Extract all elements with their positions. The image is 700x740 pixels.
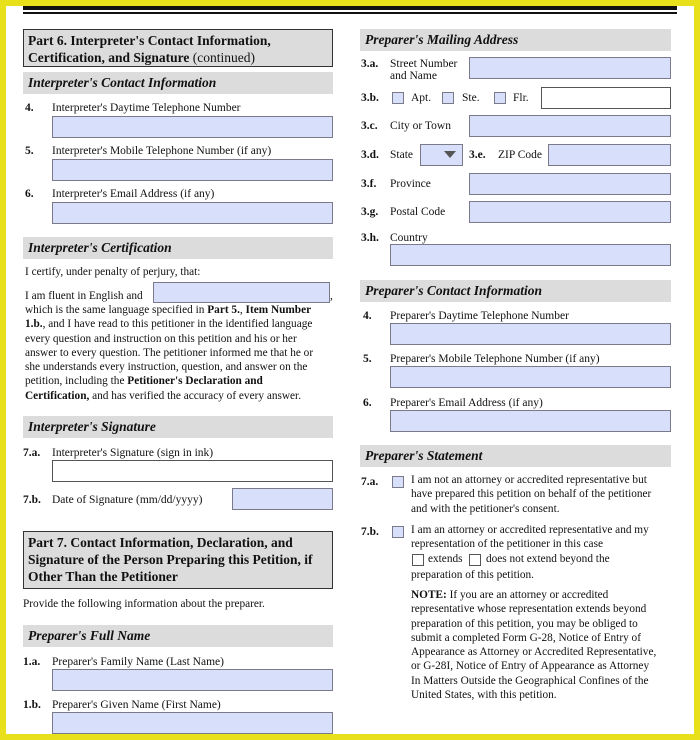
item-number: 3.b.	[361, 92, 379, 104]
interpreter-certification-heading: Interpreter's Certification	[23, 237, 333, 259]
part7-heading: Part 7. Contact Information, Declaration, and Signature of the Person Preparing this Petition, if Other Than the Petitioner	[23, 531, 333, 589]
item-number: 3.g.	[361, 206, 379, 218]
zip-label: ZIP Code	[498, 149, 542, 161]
apt-label: Apt.	[411, 92, 432, 104]
preparer-family-name-label: Preparer's Family Name (Last Name)	[52, 656, 224, 668]
preparer-email-input[interactable]	[390, 410, 671, 432]
item-number: 3.a.	[361, 58, 379, 70]
province-label: Province	[390, 178, 431, 190]
part6-continued: (continued)	[189, 50, 255, 65]
extends-label: extends	[428, 553, 463, 565]
attorney-text-last: preparation of this petition.	[411, 569, 534, 581]
interpreter-mobile-phone-label: Interpreter's Mobile Telephone Number (if any)	[52, 145, 272, 157]
item-number: 3.h.	[361, 232, 379, 244]
item-number: 7.a.	[23, 447, 41, 459]
certification-paragraph: which is the same language specified in Part 5., Item Number 1.b., and I have read to this petitioner in the identified language every question and instruction on this petition and his or her answer to every question. The petitioner informed me that he or she understands every instruction, question, and answer on the petition, including the Petitioner's Declaration and Certification, and has verified the accuracy of every answer.	[25, 304, 314, 402]
interpreter-mobile-phone-input[interactable]	[52, 159, 333, 181]
item-number: 7.b.	[23, 494, 41, 506]
item-number: 6.	[363, 397, 372, 409]
attorney-checkbox[interactable]	[392, 526, 404, 538]
item-number: 1.a.	[23, 656, 41, 668]
interpreter-daytime-phone-input[interactable]	[52, 116, 333, 138]
item-number: 5.	[363, 353, 372, 365]
preparer-email-label: Preparer's Email Address (if any)	[390, 397, 543, 409]
interpreter-email-label: Interpreter's Email Address (if any)	[52, 188, 215, 200]
ste-checkbox[interactable]	[442, 92, 454, 104]
language-input[interactable]	[153, 282, 330, 303]
postal-code-input[interactable]	[469, 201, 671, 223]
flr-label: Flr.	[513, 92, 529, 104]
chevron-down-icon	[444, 151, 456, 158]
preparer-given-name-input[interactable]	[52, 712, 333, 734]
city-label: City or Town	[390, 120, 451, 132]
part6-heading	[23, 29, 333, 67]
preparer-mailing-address-heading: Preparer's Mailing Address	[360, 29, 671, 51]
interpreter-signature-input[interactable]	[52, 460, 333, 482]
fluent-prefix: I am fluent in English and	[25, 290, 143, 302]
preparer-family-name-input[interactable]	[52, 669, 333, 691]
top-rule	[23, 6, 677, 10]
country-label: Country	[390, 232, 428, 244]
signature-date-input[interactable]	[232, 488, 333, 510]
item-number: 7.a.	[361, 476, 379, 488]
item-number: 3.d.	[361, 149, 379, 161]
certify-line: I certify, under penalty of perjury, that:	[25, 266, 201, 278]
item-number: 5.	[25, 145, 34, 157]
item-number: 3.f.	[361, 178, 377, 190]
item-number: 7.b.	[361, 526, 379, 538]
apt-checkbox[interactable]	[392, 92, 404, 104]
unit-number-input[interactable]	[541, 87, 671, 109]
interpreter-email-input[interactable]	[52, 202, 333, 224]
flr-checkbox[interactable]	[494, 92, 506, 104]
city-input[interactable]	[469, 115, 671, 137]
street-input[interactable]	[469, 57, 671, 79]
not-attorney-checkbox[interactable]	[392, 476, 404, 488]
preparer-daytime-phone-input[interactable]	[390, 323, 671, 345]
attorney-text: I am an attorney or accredited representative and my representation of the petitioner in this case	[411, 524, 649, 551]
street-label: Street Number and Name	[390, 58, 458, 82]
preparer-daytime-phone-label: Preparer's Daytime Telephone Number	[390, 310, 569, 322]
form-page	[6, 6, 694, 734]
item-number: 1.b.	[23, 699, 41, 711]
postal-code-label: Postal Code	[390, 206, 446, 218]
province-input[interactable]	[469, 173, 671, 195]
preparer-mobile-phone-label: Preparer's Mobile Telephone Number (if any)	[390, 353, 600, 365]
preparer-given-name-label: Preparer's Given Name (First Name)	[52, 699, 221, 711]
preparer-mobile-phone-input[interactable]	[390, 366, 671, 388]
interpreter-daytime-phone-label: Interpreter's Daytime Telephone Number	[52, 102, 241, 114]
note-paragraph: NOTE: If you are an attorney or accredited representative whose representation extends beyond preparation of this petition, you may be obliged to submit a completed Form G-28, Notice of Entry of Appearance as Attorney or Accredited Representative, or G-28I, Notice of Entry of Appearance as Attorney In Matters Outside the Geographical Confines of the United States, with this petition.	[411, 589, 657, 702]
extends-checkbox[interactable]	[412, 554, 424, 566]
item-number: 6.	[25, 188, 34, 200]
interpreter-signature-label: Interpreter's Signature (sign in ink)	[52, 447, 214, 459]
part6-title-line1: Part 6. Interpreter's Contact Information,	[28, 33, 271, 48]
top-rule-thin	[23, 12, 677, 14]
not-extend-label: does not extend beyond the	[486, 553, 610, 565]
interpreter-signature-heading: Interpreter's Signature	[23, 416, 333, 438]
country-input[interactable]	[390, 244, 671, 266]
item-number: 3.c.	[361, 120, 378, 132]
not-attorney-text: I am not an attorney or accredited representative but have prepared this petition on behalf of the petitioner and with the petitioner's consent.	[411, 474, 652, 515]
item-number: 4.	[25, 102, 34, 114]
comma-after-language: ,	[330, 290, 333, 302]
state-select[interactable]	[420, 144, 463, 166]
item-number: 3.e.	[469, 149, 486, 161]
signature-date-label: Date of Signature (mm/dd/yyyy)	[52, 494, 203, 506]
part6-title-line2: Certification, and Signature	[28, 50, 190, 65]
ste-label: Ste.	[462, 92, 480, 104]
not-extend-checkbox[interactable]	[469, 554, 481, 566]
preparer-statement-heading: Preparer's Statement	[360, 445, 671, 467]
preparer-contact-heading: Preparer's Contact Information	[360, 280, 671, 302]
state-label: State	[390, 149, 413, 161]
part7-intro: Provide the following information about the preparer.	[23, 598, 265, 610]
interpreter-contact-heading: Interpreter's Contact Information	[23, 72, 333, 94]
item-number: 4.	[363, 310, 372, 322]
preparer-full-name-heading: Preparer's Full Name	[23, 625, 333, 647]
zip-input[interactable]	[548, 144, 671, 166]
